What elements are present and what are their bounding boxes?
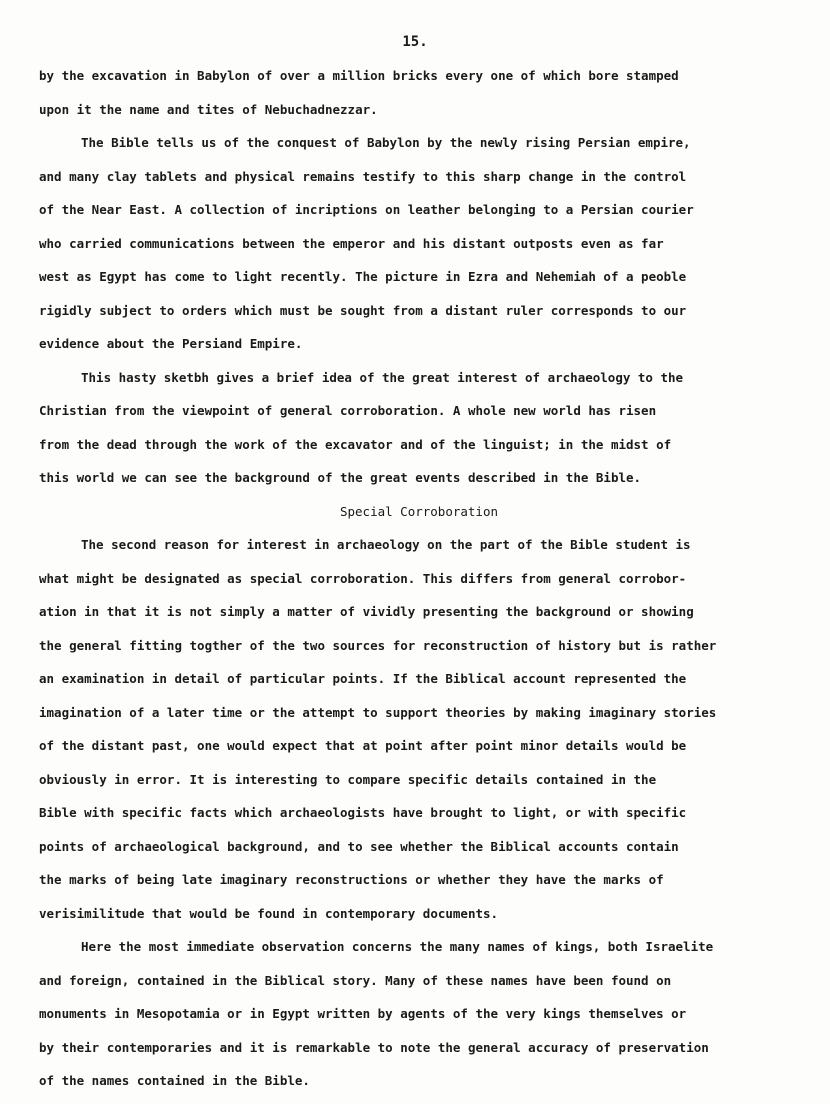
text-line: The second reason for interest in archaeology on the part of the Bible student is [81, 537, 691, 552]
text-line: west as Egypt has come to light recently. The picture in Ezra and Nehemiah of a peoble [39, 269, 687, 284]
text-line: from the dead through the work of the excavator and of the linguist; in the midst of [39, 436, 672, 452]
text-line: Christian from the viewpoint of general corroboration. A whole new world has risen [39, 403, 657, 418]
text-line: This hasty sketbh gives a brief idea of the great interest of archaeology to the [81, 369, 684, 385]
text-line: of the Near East. A collection of incriptions on leather belonging to a Persian courier [39, 202, 694, 217]
text-line: points of archaeological background, and to see whether the Biblical accounts contain [39, 838, 679, 854]
body-text [39, 66, 799, 1105]
text-line: obviously in error. It is interesting to compare specific details contained in the [39, 771, 657, 787]
text-line: who carried communications between the emperor and his distant outposts even as far [39, 235, 664, 251]
text-line: monuments in Mesopotamia or in Egypt written by agents of the very kings themselves or [39, 1006, 687, 1021]
text-line: an examination in detail of particular points. If the Biblical account represented the [39, 671, 687, 686]
text-line: upon it the name and tites of Nebuchadnezzar. [39, 101, 378, 117]
text-line: and foreign, contained in the Biblical story. Many of these names have been found on [39, 972, 672, 988]
text-line: imagination of a later time or the attempt to support theories by making imaginary stories [39, 704, 717, 720]
text-line: ation in that it is not simply a matter of vividly presenting the background or showing [39, 604, 694, 619]
text-line: of the names contained in the Bible. [39, 1073, 310, 1088]
text-line: the general fitting togther of the two sources for reconstruction of history but is rather [39, 637, 717, 653]
text-line: rigidly subject to orders which must be sought from a distant ruler corresponds to our [39, 302, 687, 318]
text-line: the marks of being late imaginary reconstructions or whether they have the marks of [39, 872, 664, 887]
text-line: Here the most immediate observation concerns the many names of kings, both Israelite [81, 939, 714, 954]
text-line: this world we can see the background of the great events described in the Bible. [39, 470, 642, 485]
text-line: evidence about the Persiand Empire. [39, 336, 303, 351]
text-line: by their contemporaries and it is remarkable to note the general accuracy of preservation [39, 1039, 709, 1055]
page-number: 15. [402, 34, 428, 50]
text-line: what might be designated as special corroboration. This differs from general corrobor- [39, 570, 687, 586]
text-line: of the distant past, one would expect that at point after point minor details would be [39, 738, 687, 753]
section-heading: Special Corroboration [339, 503, 499, 519]
text-line: The Bible tells us of the conquest of Babylon by the newly rising Persian empire, [81, 135, 691, 150]
text-line: by the excavation in Babylon of over a million bricks every one of which bore stamped [39, 68, 679, 83]
text-line: and many clay tablets and physical remains testify to this sharp change in the control [39, 168, 687, 184]
text-line: Bible with specific facts which archaeologists have brought to light, or with specific [39, 805, 687, 820]
text-line: verisimilitude that would be found in contemporary documents. [39, 905, 499, 921]
